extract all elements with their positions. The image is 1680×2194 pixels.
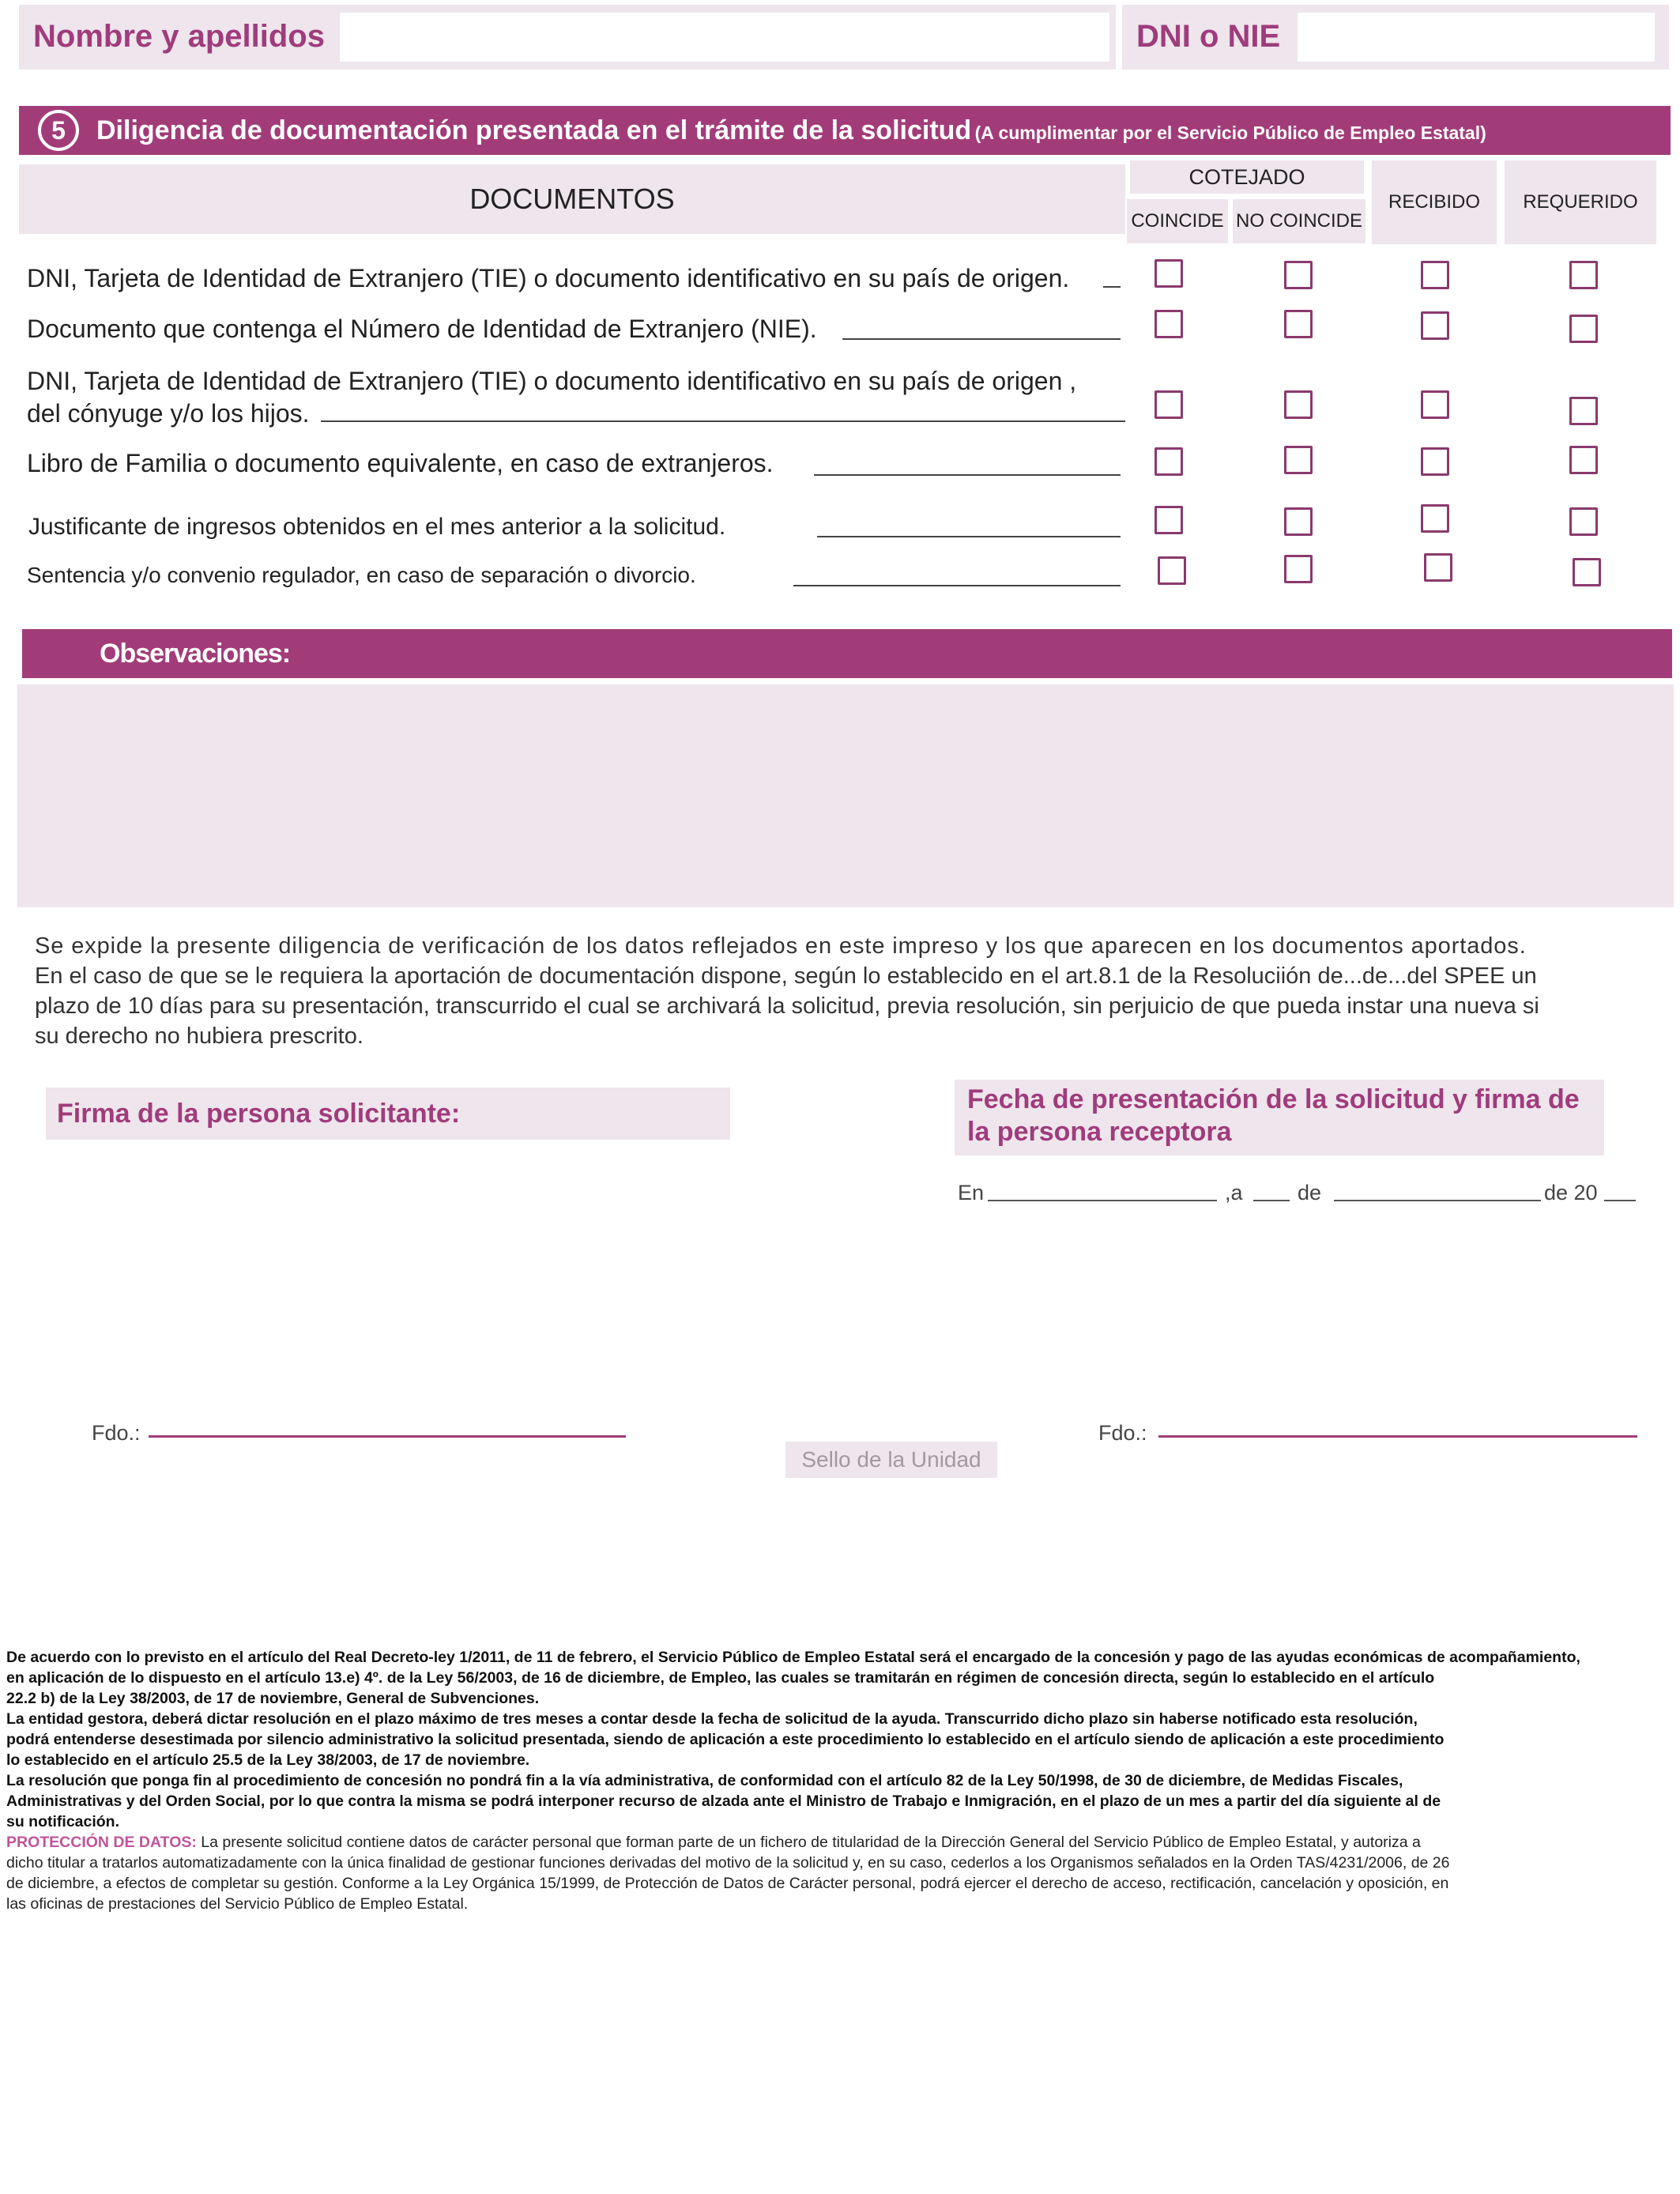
legal-line: La entidad gestora, deberá dictar resolución en el plazo máximo de tres meses a contar desde la fecha de solicitud de la ayuda. Transcurrido dicho plazo sin haberse notificado esta resolución, [6, 1710, 1418, 1728]
checkbox-requerido[interactable] [1569, 315, 1598, 343]
cotejado-header: COTEJADO [1130, 160, 1364, 194]
doc-row-text: DNI, Tarjeta de Identidad de Extranjero (TIE) o documento identificativo en su país de origen. [27, 264, 1070, 292]
a-label: ,a [1225, 1181, 1243, 1204]
doc-row-fill-line [842, 338, 1121, 340]
name-field-box [19, 5, 1116, 70]
legal-line: su notificación. [6, 1813, 120, 1830]
legal-line: en aplicación de lo dispuesto en el artículo 13.e) 4º. de la Ley 56/2003, de 16 de diciembre, de Empleo, las cuales se tramitarán en régimen de concesión directa, según lo establecido en el artículo [6, 1669, 1435, 1687]
checkbox-coincide[interactable] [1158, 556, 1186, 585]
applicant-signature-label: Firma de la persona solicitante: [46, 1088, 730, 1140]
day-field[interactable] [1253, 1200, 1290, 1201]
paragraph-line: su derecho no hubiera prescrito. [35, 1023, 363, 1049]
recibido-header: RECIBIDO [1372, 160, 1497, 244]
checkbox-no-coincide[interactable] [1284, 390, 1313, 419]
data-protection-line: dicho titular a tratarlos automatizadamente con la única finalidad de gestionar funciones derivadas del motivo de la solicitud y, en su caso, cederlos a los Organismos señalados en la Orden TAS/4231/2006, de 26 [6, 1854, 1450, 1872]
checkbox-recibido[interactable] [1421, 261, 1449, 289]
year-field[interactable] [1604, 1200, 1636, 1201]
dni-field-box [1122, 5, 1669, 70]
checkbox-recibido[interactable] [1421, 311, 1449, 340]
name-input[interactable] [340, 13, 1109, 62]
doc-row-text: DNI, Tarjeta de Identidad de Extranjero (TIE) o documento identificativo en su país de origen , [27, 367, 1077, 395]
data-protection-label: PROTECCIÓN DE DATOS: [6, 1834, 197, 1851]
place-field[interactable] [988, 1200, 1217, 1201]
doc-row-fill-line [814, 474, 1121, 476]
checkbox-coincide[interactable] [1155, 390, 1183, 419]
dni-label: DNI o NIE [1136, 19, 1281, 54]
legal-line: lo establecido en el artículo 25.5 de la Ley 38/2003, de 17 de noviembre. [6, 1751, 530, 1769]
section-title: Diligencia de documentación presentada en el trámite de la solicitud [96, 115, 972, 145]
documents-header: DOCUMENTOS [19, 164, 1125, 234]
legal-line: Administrativas y del Orden Social, por lo que contra la misma se podrá interponer recurso de alzada ante el Ministro de Trabajo e Inmigración, en el plazo de un mes a partir del día siguiente al de [6, 1793, 1441, 1810]
no-coincide-header: NO COINCIDE [1233, 199, 1365, 243]
doc-row-text: Documento que contenga el Número de Identidad de Extranjero (NIE). [27, 315, 817, 343]
checkbox-no-coincide[interactable] [1284, 507, 1313, 536]
checkbox-recibido[interactable] [1421, 447, 1449, 476]
section-header-bar [19, 106, 1671, 155]
dni-input[interactable] [1298, 13, 1655, 62]
section-number: 5 [38, 110, 79, 151]
legal-line: podrá entenderse desestimada por silencio administrativo la solicitud presentada, siendo de aplicación a este procedimiento lo establecido en el artículo siendo de aplicación a este procedimiento [6, 1731, 1445, 1748]
checkbox-requerido[interactable] [1569, 507, 1598, 536]
data-protection-line: PROTECCIÓN DE DATOS: La presente solicitud contiene datos de carácter personal que forman parte de un fichero de titularidad de la Dirección General del Servicio Público de Empleo Estatal, y autoriza a [6, 1834, 1421, 1851]
checkbox-coincide[interactable] [1155, 310, 1183, 338]
fdo-right-label: Fdo.: [1098, 1421, 1147, 1445]
legal-line: 22.2 b) de la Ley 38/2003, de 17 de noviembre, General de Subvenciones. [6, 1690, 540, 1707]
checkbox-no-coincide[interactable] [1284, 261, 1313, 289]
observaciones-input[interactable] [17, 684, 1674, 907]
paragraph-line: plazo de 10 días para su presentación, transcurrido el cual se archivará la solicitud, previa resolución, sin perjuicio de que pueda instar una nueva si [35, 993, 1539, 1019]
name-label: Nombre y apellidos [33, 19, 325, 54]
legal-text [6, 1647, 1580, 1914]
observaciones-bar [22, 629, 1672, 678]
doc-row-text: Justificante de ingresos obtenidos en el mes anterior a la solicitud. [28, 514, 726, 540]
checkbox-no-coincide[interactable] [1284, 310, 1313, 338]
fdo-left-label: Fdo.: [92, 1421, 141, 1445]
data-protection-line: de diciembre, a efectos de completar su gestión. Conforme a la Ley Orgánica 15/1999, de Protección de Datos de Carácter personal, podrá ejercer el derecho de acceso, rectificación, cancelación y oposición, en [6, 1875, 1449, 1892]
checkbox-recibido[interactable] [1421, 390, 1449, 419]
data-protection-line: las oficinas de prestaciones del Servicio Público de Empleo Estatal. [6, 1895, 469, 1913]
legal-line: La resolución que ponga fin al procedimiento de concesión no pondrá fin a la vía administrativa, de conformidad con el artículo 82 de la Ley 50/1998, de 30 de diciembre, de Medidas Fiscales, [6, 1772, 1403, 1789]
checkbox-no-coincide[interactable] [1284, 446, 1313, 474]
legal-line: De acuerdo con lo previsto en el artículo del Real Decreto-ley 1/2011, de 11 de febrero, el Servicio Público de Empleo Estatal será el encargado de la concesión y pago de las ayudas económicas de acompañamiento, [6, 1649, 1580, 1666]
checkbox-requerido[interactable] [1569, 446, 1598, 474]
checkbox-coincide[interactable] [1155, 506, 1183, 534]
receiver-signature-label: Fecha de presentación de la solicitud y firma de la persona receptora [955, 1080, 1604, 1155]
doc-row-fill-line [321, 420, 1125, 422]
de20-label: de 20 [1544, 1181, 1598, 1204]
paragraph-line: Se expide la presente diligencia de verificación de los datos reflejados en este impreso y los que aparecen en los documentos aportados. [35, 933, 1527, 959]
en-label: En [958, 1181, 985, 1204]
applicant-signature-line[interactable] [149, 1435, 626, 1438]
checkbox-requerido[interactable] [1569, 397, 1598, 425]
sello-unidad: Sello de la Unidad [785, 1442, 997, 1478]
checkbox-requerido[interactable] [1569, 261, 1598, 289]
coincide-header: COINCIDE [1127, 199, 1228, 243]
doc-row-fill-line [793, 585, 1121, 586]
doc-row-fill-line [817, 536, 1121, 537]
verification-paragraph [35, 931, 1655, 1051]
doc-row-text-line2: del cónyuge y/o los hijos. [27, 399, 310, 428]
doc-row-fill-line [1103, 286, 1121, 288]
checkbox-recibido[interactable] [1421, 504, 1449, 533]
receiver-signature-line[interactable] [1158, 1435, 1637, 1438]
month-field[interactable] [1334, 1200, 1541, 1201]
de-label: de [1298, 1181, 1322, 1204]
checkbox-recibido[interactable] [1424, 553, 1452, 582]
checkbox-requerido[interactable] [1573, 558, 1601, 586]
section-subtitle: (A cumplimentar por el Servicio Público de Empleo Estatal) [974, 123, 1486, 143]
requerido-header: REQUERIDO [1505, 160, 1656, 244]
checkbox-coincide[interactable] [1155, 259, 1183, 288]
doc-row-text: Libro de Familia o documento equivalente, en caso de extranjeros. [27, 449, 774, 477]
checkbox-coincide[interactable] [1155, 447, 1183, 476]
checkbox-no-coincide[interactable] [1284, 555, 1313, 583]
doc-row-text: Sentencia y/o convenio regulador, en caso de separación o divorcio. [27, 563, 696, 587]
paragraph-line: En el caso de que se le requiera la aportación de documentación dispone, según lo establecido en el art.8.1 de la Resoluciión de...de...del SPEE un [35, 963, 1537, 989]
observaciones-label: Observaciones: [100, 639, 291, 669]
